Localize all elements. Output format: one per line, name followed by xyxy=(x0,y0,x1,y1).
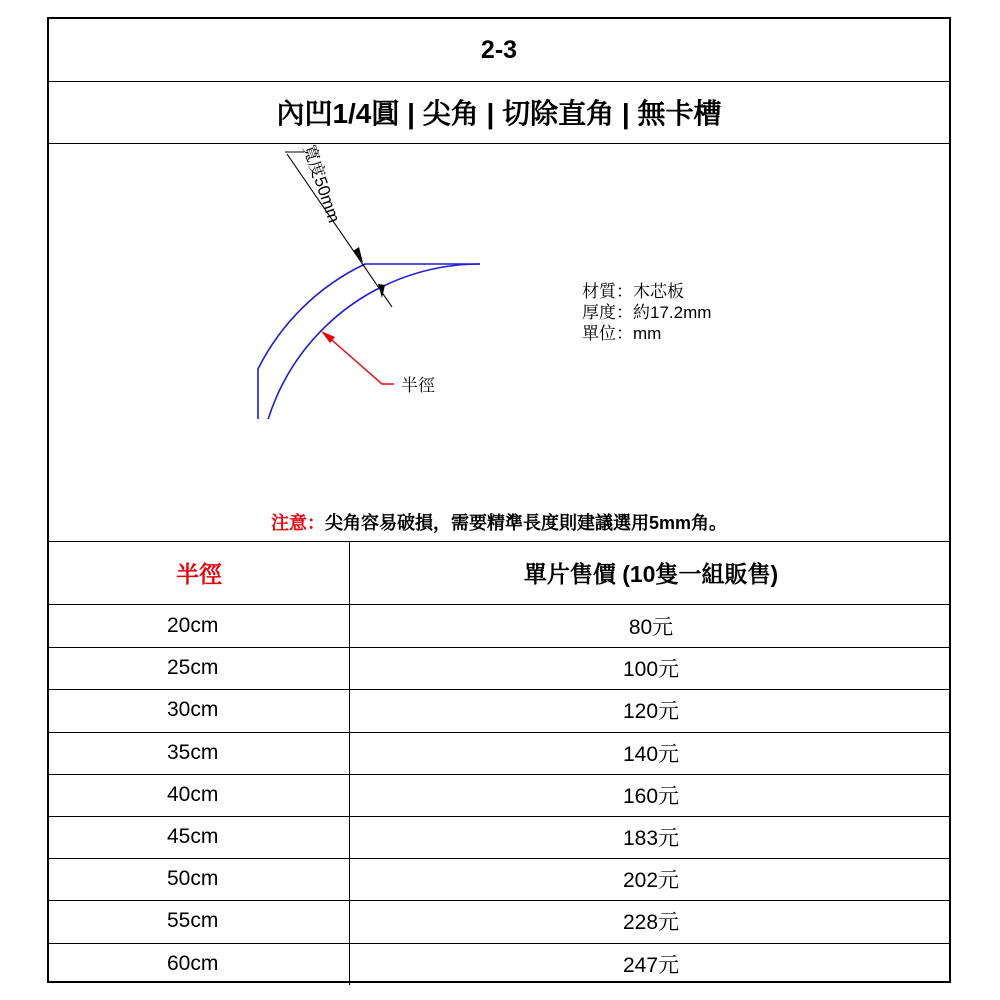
spec-thickness: 厚度：約17.2mm xyxy=(582,303,712,322)
price-cell: 228元 xyxy=(622,911,680,935)
table-row xyxy=(49,689,949,731)
radius-cell: 60cm xyxy=(167,951,219,975)
outer-profile-line xyxy=(258,264,480,419)
price-cell: 100元 xyxy=(622,658,680,682)
header-radius: 半徑 xyxy=(176,561,222,587)
header-price: 單片售價 (10隻一組販售) xyxy=(523,561,779,587)
table-row xyxy=(49,943,949,985)
spec-material: 材質：木芯板 xyxy=(582,282,684,301)
radius-cell: 30cm xyxy=(167,698,219,722)
dimension-arrow-top xyxy=(353,247,363,263)
table-row xyxy=(49,816,949,858)
table-row xyxy=(49,732,949,774)
price-cell: 202元 xyxy=(622,869,680,893)
product-title: 內凹1/4圓 | 尖角 | 切除直角 | 無卡槽 xyxy=(276,98,722,129)
notice xyxy=(49,509,949,535)
width-label: 寬度50mm xyxy=(299,142,344,226)
table-row xyxy=(49,900,949,942)
price-cell: 183元 xyxy=(622,827,680,850)
price-cell: 140元 xyxy=(622,742,680,766)
radius-cell: 55cm xyxy=(167,909,219,933)
table-row xyxy=(49,605,949,647)
radius-cell: 35cm xyxy=(167,740,219,764)
price-cell: 160元 xyxy=(622,784,680,808)
radius-cell: 40cm xyxy=(167,782,219,806)
table-row xyxy=(49,774,949,816)
product-sheet xyxy=(47,17,951,983)
table-row xyxy=(49,858,949,900)
radius-pointer-line xyxy=(325,334,394,384)
notice-label: 注意： xyxy=(270,513,325,533)
radius-cell: 50cm xyxy=(167,867,219,891)
price-cell: 247元 xyxy=(622,953,680,977)
price-cell: 80元 xyxy=(628,616,674,639)
price-cell: 120元 xyxy=(622,700,680,724)
product-code: 2-3 xyxy=(480,35,518,64)
table-row xyxy=(49,647,949,689)
radius-label: 半徑 xyxy=(401,376,435,395)
radius-cell: 25cm xyxy=(167,656,219,680)
spec-unit: 單位：mm xyxy=(582,324,662,343)
notice-text: 尖角容易破損，需要精準長度則建議選用5mm角。 xyxy=(324,513,728,533)
width-dimension-line xyxy=(287,154,392,307)
material-specs xyxy=(582,281,711,344)
radius-cell: 45cm xyxy=(167,825,219,848)
inner-arc-line xyxy=(258,264,480,419)
profile-diagram xyxy=(49,19,953,419)
radius-cell: 20cm xyxy=(167,614,219,637)
